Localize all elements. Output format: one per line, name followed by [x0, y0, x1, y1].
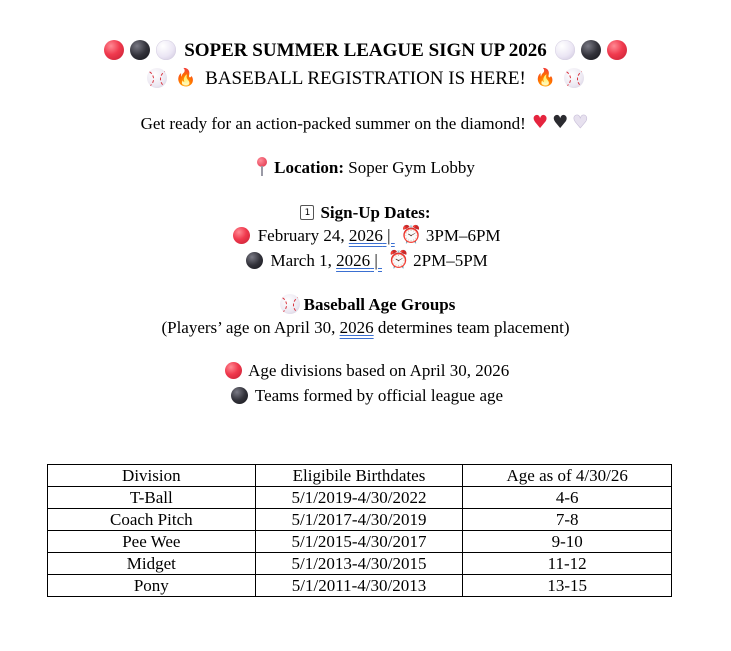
- division-cell: Midget: [48, 553, 256, 575]
- white-ball-icon: [156, 40, 176, 60]
- age-cell: 13-15: [463, 575, 672, 597]
- signup-heading-text: Sign-Up Dates:: [320, 203, 431, 222]
- header-age: Age as of 4/30/26: [463, 465, 672, 487]
- document-subtitle: [0, 68, 731, 90]
- alarm-clock-icon: ⏰: [400, 225, 422, 246]
- fire-icon: 🔥: [175, 67, 197, 88]
- pushpin-icon: [256, 157, 268, 177]
- age-cell: 9-10: [463, 531, 672, 553]
- signup-date-text: February 24,: [257, 226, 349, 245]
- division-cell: Pee Wee: [48, 531, 256, 553]
- age-groups-heading-text: Baseball Age Groups: [303, 295, 456, 314]
- signup-separator: |: [382, 226, 395, 245]
- header-birthdates: Eligibile Birthdates: [255, 465, 463, 487]
- birthdates-cell: 5/1/2013-4/30/2015: [255, 553, 463, 575]
- black-ball-icon: [231, 387, 248, 404]
- red-ball-icon: [225, 362, 242, 379]
- baseball-icon: [564, 68, 584, 88]
- fire-icon: 🔥: [534, 67, 556, 88]
- note-text: (Players’ age on April 30,: [161, 318, 340, 337]
- bullet-text: Teams formed by official league age: [254, 386, 504, 405]
- signup-time: 2PM–5PM: [413, 251, 488, 270]
- age-groups-heading: [0, 294, 731, 316]
- signup-time: 3PM–6PM: [425, 226, 501, 245]
- signup-date-text: March 1,: [270, 251, 337, 270]
- age-cell: 4-6: [463, 487, 672, 509]
- bullet-2: [0, 385, 731, 407]
- signup-date-2: [0, 250, 731, 273]
- age-groups-note: [0, 317, 731, 339]
- table-row: [48, 531, 672, 553]
- table-header-row: [48, 465, 672, 487]
- red-ball-icon: [104, 40, 124, 60]
- intro-text: Get ready for an action-packed summer on the diamond!: [140, 114, 526, 133]
- document-title: [0, 40, 731, 62]
- signup-year: 2026: [336, 251, 371, 270]
- baseball-icon: [147, 68, 167, 88]
- table-row: [48, 509, 672, 531]
- white-heart-icon: ♥: [572, 112, 589, 134]
- division-cell: T-Ball: [48, 487, 256, 509]
- alarm-clock-icon: ⏰: [387, 250, 410, 271]
- location-value: Soper Gym Lobby: [348, 158, 475, 177]
- intro-line: [0, 113, 731, 136]
- location-label: Location:: [274, 158, 345, 177]
- header-division: Division: [48, 465, 256, 487]
- black-ball-icon: [246, 252, 263, 269]
- birthdates-cell: 5/1/2019-4/30/2022: [255, 487, 463, 509]
- red-ball-icon: [233, 227, 250, 244]
- black-heart-icon: ♥: [552, 112, 569, 134]
- bullet-text: Age divisions based on April 30, 2026: [248, 361, 510, 380]
- signup-separator: |: [370, 251, 382, 270]
- table-row: [48, 575, 672, 597]
- note-text: determines team placement): [373, 318, 570, 337]
- signup-heading: [0, 202, 731, 224]
- division-cell: Pony: [48, 575, 256, 597]
- birthdates-cell: 5/1/2015-4/30/2017: [255, 531, 463, 553]
- location-line: [0, 157, 731, 179]
- black-ball-icon: [130, 40, 150, 60]
- signup-year: 2026: [348, 226, 383, 245]
- table-row: [48, 487, 672, 509]
- table-row: [48, 553, 672, 575]
- birthdates-cell: 5/1/2017-4/30/2019: [255, 509, 463, 531]
- bullet-1: [0, 360, 731, 382]
- age-cell: 7-8: [463, 509, 672, 531]
- calendar-icon: 1: [300, 205, 314, 220]
- subtitle-text: BASEBALL REGISTRATION IS HERE!: [205, 68, 526, 89]
- black-ball-icon: [581, 40, 601, 60]
- red-ball-icon: [607, 40, 627, 60]
- birthdates-cell: 5/1/2011-4/30/2013: [255, 575, 463, 597]
- baseball-icon: [280, 294, 300, 314]
- white-ball-icon: [555, 40, 575, 60]
- division-cell: Coach Pitch: [48, 509, 256, 531]
- title-text: SOPER SUMMER LEAGUE SIGN UP 2026: [184, 40, 547, 61]
- age-cell: 11-12: [463, 553, 672, 575]
- signup-date-1: [0, 225, 731, 248]
- division-table: [47, 464, 672, 597]
- note-year: 2026: [339, 318, 374, 337]
- red-heart-icon: ♥: [532, 112, 549, 134]
